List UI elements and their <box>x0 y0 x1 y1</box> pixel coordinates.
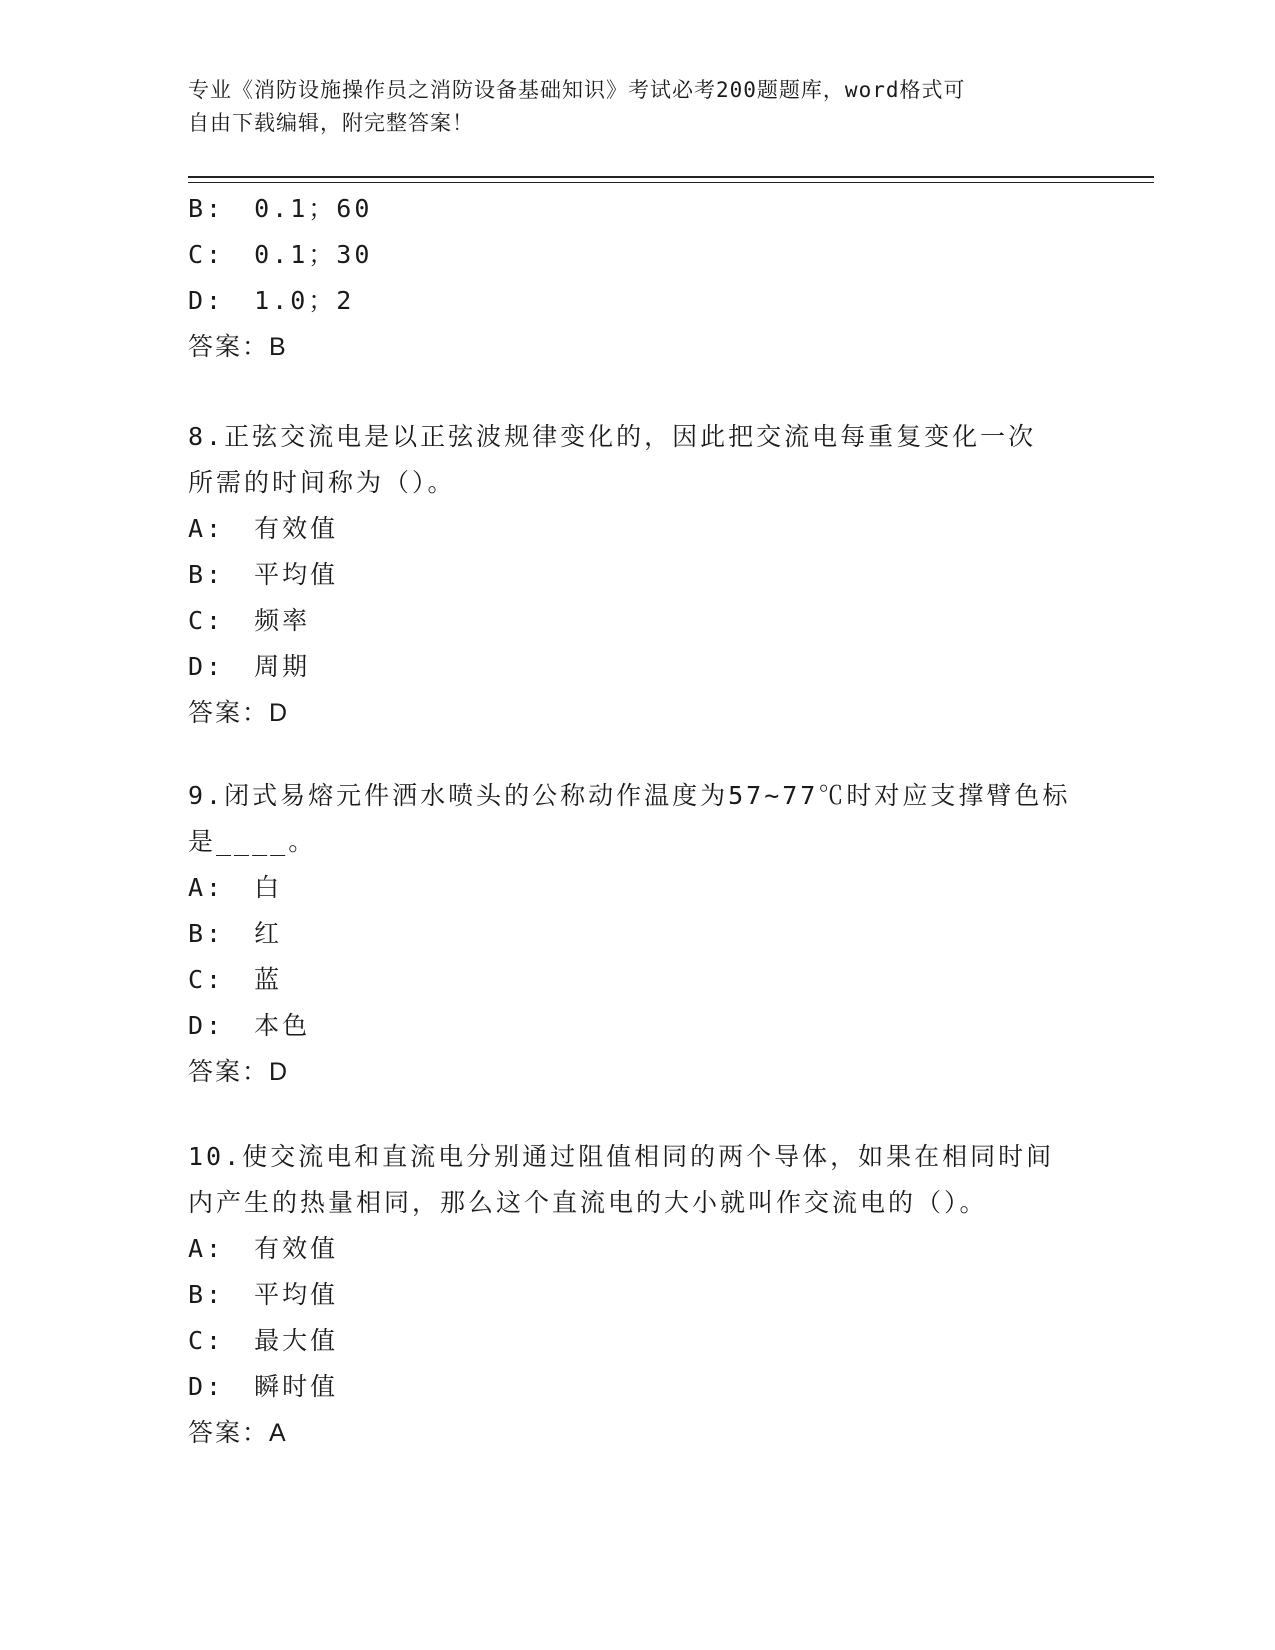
answer-line: 答案：A <box>188 1419 288 1447</box>
option-c: C: 最大值 <box>188 1326 339 1355</box>
option-d: D: 瞬时值 <box>188 1372 339 1401</box>
option-d: D: 周期 <box>188 652 311 681</box>
question-text-line-2: 所需的时间称为（）。 <box>188 468 456 497</box>
question-text-line-1: 10.使交流电和直流电分别通过阻值相同的两个导体，如果在相同时间 <box>188 1142 1055 1171</box>
option-c: C: 0.1；30 <box>188 240 373 269</box>
option-b: B: 0.1；60 <box>188 194 373 223</box>
question-text-line-2: 是____。 <box>188 827 317 856</box>
document-header <box>188 74 1088 140</box>
question-text-line-1: 9.闭式易熔元件洒水喷头的公称动作温度为57~77℃时对应支撑臂色标 <box>188 781 1071 810</box>
option-a: A: 有效值 <box>188 514 339 543</box>
question-7-tail <box>188 186 1088 370</box>
option-c: C: 蓝 <box>188 965 283 994</box>
question-text-line-2: 内产生的热量相同，那么这个直流电的大小就叫作交流电的（）。 <box>188 1188 988 1217</box>
answer-line: 答案：D <box>188 699 290 727</box>
answer-line: 答案：D <box>188 1058 290 1086</box>
question-9 <box>188 773 1088 1095</box>
header-line-1: 专业《消防设施操作员之消防设备基础知识》考试必考200题题库，word格式可 <box>188 78 966 102</box>
option-b: B: 红 <box>188 919 283 948</box>
option-c: C: 频率 <box>188 606 311 635</box>
question-8 <box>188 414 1088 736</box>
header-divider-thin <box>188 182 1154 183</box>
option-a: A: 有效值 <box>188 1234 339 1263</box>
header-divider-thick <box>188 176 1154 178</box>
option-b: B: 平均值 <box>188 1280 339 1309</box>
question-text-line-1: 8.正弦交流电是以正弦波规律变化的，因此把交流电每重复变化一次 <box>188 422 1037 451</box>
answer-line: 答案：B <box>188 333 288 361</box>
header-line-2: 自由下载编辑，附完整答案！ <box>188 111 474 135</box>
option-d: D: 1.0；2 <box>188 286 355 315</box>
option-b: B: 平均值 <box>188 560 339 589</box>
option-a: A: 白 <box>188 873 283 902</box>
option-d: D: 本色 <box>188 1011 311 1040</box>
question-10 <box>188 1134 1088 1456</box>
